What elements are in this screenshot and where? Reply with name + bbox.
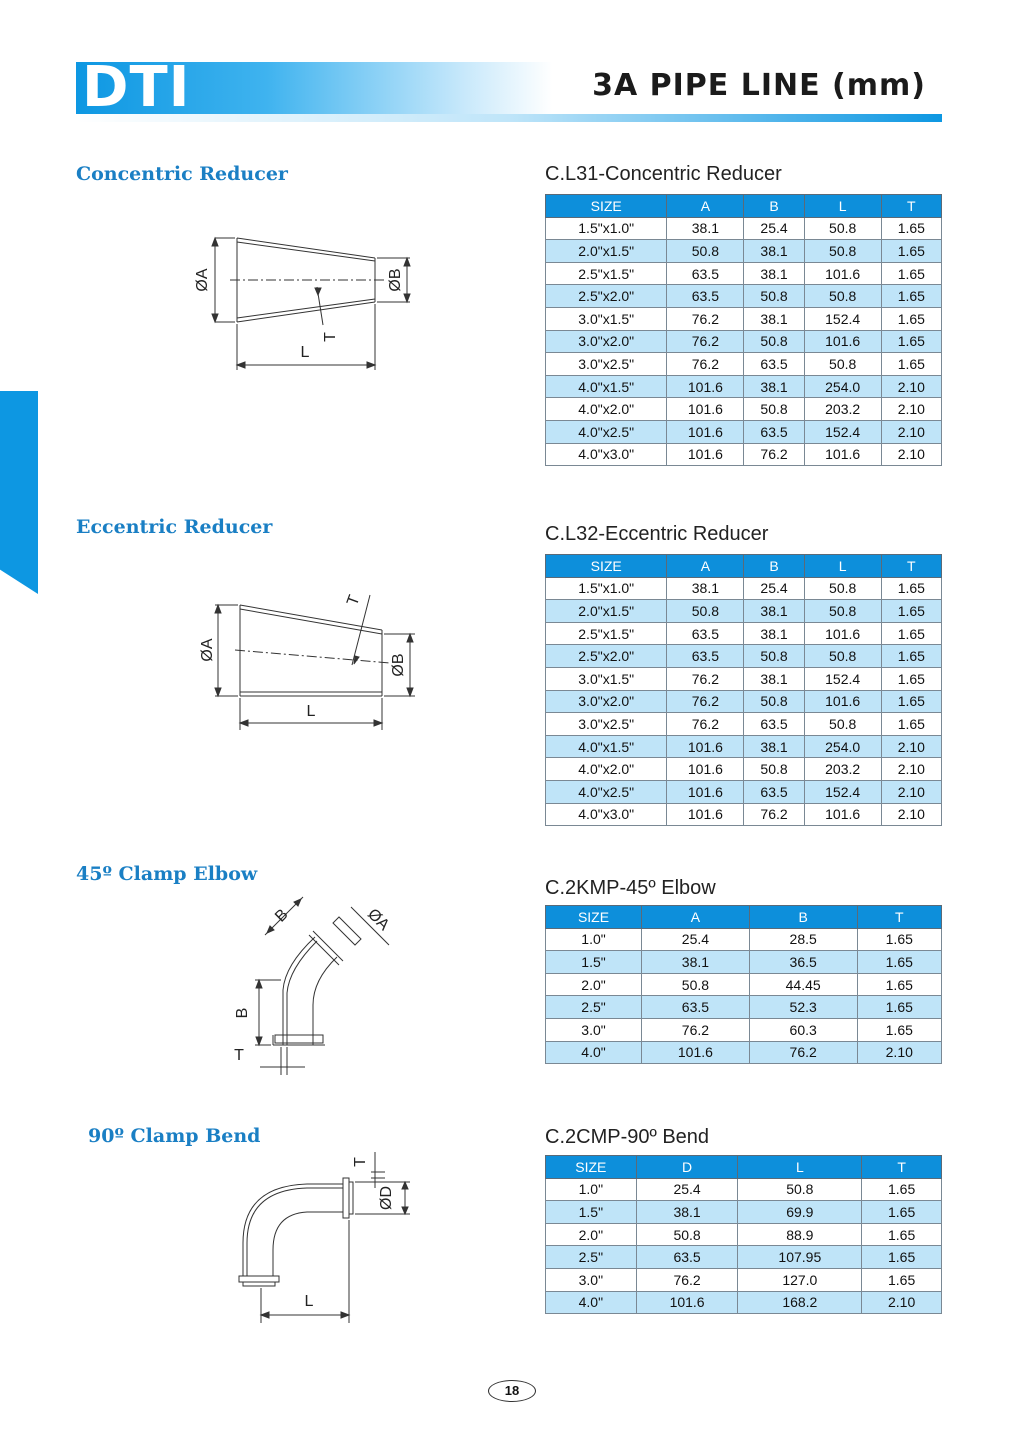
table-cell: 50.8 (642, 973, 750, 996)
table-cell: 88.9 (738, 1223, 862, 1246)
dim-label-d: ØD (378, 1186, 395, 1210)
column-header: SIZE (546, 195, 667, 218)
column-header: L (804, 555, 881, 578)
dim-label-l: L (300, 344, 310, 361)
table-cell: 1.65 (881, 330, 941, 353)
header-rule (76, 114, 942, 122)
table-row (546, 1018, 942, 1041)
table-cell: 4.0" (546, 1041, 642, 1064)
table-row (546, 420, 942, 443)
table-row (546, 690, 942, 713)
table-cell: 1.65 (862, 1178, 942, 1201)
table-caption-eccentric: C.L32-Eccentric Reducer (545, 523, 769, 545)
table-cell: 38.1 (636, 1201, 738, 1224)
table-row (546, 353, 942, 376)
dim-label-t: T (352, 1157, 369, 1167)
table-cell: 101.6 (804, 622, 881, 645)
table-cell: 63.5 (667, 645, 744, 668)
table-cell: 76.2 (667, 330, 744, 353)
table-cell: 76.2 (667, 307, 744, 330)
table-cell: 1.65 (857, 1018, 941, 1041)
table-cell: 63.5 (642, 996, 750, 1019)
table-row (546, 928, 942, 951)
table-cell: 76.2 (667, 713, 744, 736)
table-row (546, 996, 942, 1019)
table-cell: 3.0"x2.0" (546, 330, 667, 353)
table-row (546, 1291, 942, 1314)
table-cell: 50.8 (804, 353, 881, 376)
table-cell: 2.0"x1.5" (546, 600, 667, 623)
table-cell: 50.8 (744, 645, 804, 668)
table-row (546, 735, 942, 758)
dim-label-b: B (234, 1007, 251, 1019)
table-row (546, 1246, 942, 1269)
column-header: A (667, 195, 744, 218)
table-cell: 101.6 (667, 398, 744, 421)
table-cell: 4.0"x2.5" (546, 420, 667, 443)
table-cell: 63.5 (744, 420, 804, 443)
section-title-eccentric: Eccentric Reducer (76, 516, 273, 538)
table-cell: 2.10 (881, 443, 941, 466)
table-cell: 1.0" (546, 928, 642, 951)
table-cell: 101.6 (804, 443, 881, 466)
column-header: L (738, 1156, 862, 1179)
dim-label-b: ØB (390, 653, 407, 677)
table-cell: 76.2 (744, 803, 804, 826)
table-row (546, 622, 942, 645)
table-cell: 63.5 (667, 262, 744, 285)
table-cell: 50.8 (804, 577, 881, 600)
column-header: SIZE (546, 1156, 637, 1179)
table-cell: 4.0"x2.0" (546, 398, 667, 421)
table-cell: 63.5 (744, 353, 804, 376)
table-row (546, 758, 942, 781)
side-tab (0, 391, 38, 594)
table-row (546, 1268, 942, 1291)
table-row (546, 285, 942, 308)
table-cell: 2.10 (881, 420, 941, 443)
table-cell: 50.8 (804, 713, 881, 736)
table-cell: 101.6 (667, 443, 744, 466)
table-cell: 76.2 (667, 690, 744, 713)
table-cell: 2.10 (881, 758, 941, 781)
table-cell: 50.8 (744, 285, 804, 308)
table-row (546, 1223, 942, 1246)
table-cell: 1.65 (857, 973, 941, 996)
table-cell: 52.3 (749, 996, 857, 1019)
column-header: B (744, 195, 804, 218)
table-cell: 2.10 (881, 398, 941, 421)
table-cell: 101.6 (804, 690, 881, 713)
table-cell: 2.10 (881, 375, 941, 398)
table-cell: 4.0" (546, 1291, 637, 1314)
table-cell: 1.65 (857, 928, 941, 951)
table-cell: 3.0"x1.5" (546, 307, 667, 330)
table-cell: 63.5 (667, 622, 744, 645)
dim-label-a: ØA (363, 905, 393, 935)
table-cell: 38.1 (642, 951, 750, 974)
spec-table-eccentric (545, 554, 942, 826)
table-cell: 3.0"x2.5" (546, 353, 667, 376)
table-row (546, 803, 942, 826)
dim-label-a: ØA (199, 638, 216, 662)
column-header: T (862, 1156, 942, 1179)
table-cell: 25.4 (636, 1178, 738, 1201)
table-cell: 1.65 (862, 1268, 942, 1291)
table-cell: 50.8 (667, 240, 744, 263)
clamp-bend-90-drawing (225, 1148, 425, 1328)
table-cell: 50.8 (744, 758, 804, 781)
table-cell: 76.2 (667, 353, 744, 376)
table-cell: 3.0"x2.0" (546, 690, 667, 713)
table-cell: 101.6 (667, 735, 744, 758)
column-header: T (881, 195, 941, 218)
table-cell: 1.65 (857, 951, 941, 974)
table-cell: 101.6 (804, 262, 881, 285)
table-cell: 203.2 (804, 398, 881, 421)
table-cell: 101.6 (667, 420, 744, 443)
column-header: A (642, 906, 750, 929)
table-row (546, 951, 942, 974)
table-cell: 3.0"x1.5" (546, 667, 667, 690)
table-row (546, 217, 942, 240)
table-cell: 152.4 (804, 307, 881, 330)
table-cell: 50.8 (804, 600, 881, 623)
page-title: 3A PIPE LINE (mm) (592, 68, 926, 103)
table-cell: 1.65 (881, 713, 941, 736)
table-cell: 2.5"x2.0" (546, 645, 667, 668)
table-row (546, 1041, 942, 1064)
table-cell: 1.65 (881, 262, 941, 285)
table-cell: 50.8 (744, 398, 804, 421)
dim-label-b-upper: B (272, 906, 292, 926)
table-cell: 76.2 (744, 443, 804, 466)
table-cell: 1.65 (881, 622, 941, 645)
table-cell: 4.0"x3.0" (546, 443, 667, 466)
table-cell: 168.2 (738, 1291, 862, 1314)
table-cell: 44.45 (749, 973, 857, 996)
table-cell: 2.5" (546, 996, 642, 1019)
table-cell: 101.6 (636, 1291, 738, 1314)
table-cell: 3.0"x2.5" (546, 713, 667, 736)
table-cell: 2.10 (881, 735, 941, 758)
table-cell: 2.10 (881, 803, 941, 826)
table-caption-bend90: C.2CMP-90º Bend (545, 1126, 710, 1148)
table-cell: 1.5" (546, 951, 642, 974)
table-cell: 50.8 (804, 240, 881, 263)
table-cell: 101.6 (667, 758, 744, 781)
column-header: L (804, 195, 881, 218)
dim-label-t: T (234, 1047, 244, 1064)
table-cell: 1.65 (881, 645, 941, 668)
table-cell: 38.1 (667, 577, 744, 600)
table-cell: 4.0"x3.0" (546, 803, 667, 826)
table-cell: 25.4 (744, 577, 804, 600)
table-cell: 2.0"x1.5" (546, 240, 667, 263)
table-cell: 1.65 (881, 240, 941, 263)
table-row (546, 1178, 942, 1201)
table-cell: 152.4 (804, 420, 881, 443)
table-cell: 203.2 (804, 758, 881, 781)
table-row (546, 713, 942, 736)
table-cell: 1.65 (881, 307, 941, 330)
table-cell: 4.0"x1.5" (546, 375, 667, 398)
section-title-concentric: Concentric Reducer (76, 163, 288, 185)
table-cell: 38.1 (744, 307, 804, 330)
brand-logo: DTI (82, 55, 191, 120)
table-row (546, 600, 942, 623)
table-cell: 25.4 (744, 217, 804, 240)
table-cell: 2.5"x1.5" (546, 262, 667, 285)
table-cell: 152.4 (804, 780, 881, 803)
table-cell: 69.9 (738, 1201, 862, 1224)
table-cell: 127.0 (738, 1268, 862, 1291)
table-cell: 50.8 (804, 285, 881, 308)
table-row (546, 240, 942, 263)
table-cell: 36.5 (749, 951, 857, 974)
column-header: A (667, 555, 744, 578)
table-cell: 50.8 (636, 1223, 738, 1246)
table-cell: 28.5 (749, 928, 857, 951)
spec-table-concentric (545, 194, 942, 466)
column-header: SIZE (546, 555, 667, 578)
table-cell: 1.5" (546, 1201, 637, 1224)
table-cell: 254.0 (804, 375, 881, 398)
column-header: SIZE (546, 906, 642, 929)
section-title-bend90: 90º Clamp Bend (88, 1125, 261, 1147)
table-cell: 4.0"x1.5" (546, 735, 667, 758)
clamp-elbow-45-drawing (225, 895, 405, 1080)
table-cell: 2.5"x2.0" (546, 285, 667, 308)
table-cell: 1.65 (862, 1246, 942, 1269)
dim-label-l: L (304, 1293, 314, 1310)
dim-label-t: T (322, 332, 339, 342)
table-cell: 38.1 (744, 667, 804, 690)
table-cell: 3.0" (546, 1268, 637, 1291)
table-cell: 101.6 (642, 1041, 750, 1064)
dim-label-t: T (344, 592, 364, 608)
table-cell: 152.4 (804, 667, 881, 690)
table-cell: 1.65 (862, 1223, 942, 1246)
column-header: B (744, 555, 804, 578)
dim-label-b: ØB (387, 268, 404, 292)
table-cell: 60.3 (749, 1018, 857, 1041)
table-cell: 1.65 (881, 600, 941, 623)
table-cell: 101.6 (804, 330, 881, 353)
table-cell: 1.65 (881, 217, 941, 240)
table-cell: 254.0 (804, 735, 881, 758)
table-cell: 76.2 (667, 667, 744, 690)
table-row (546, 645, 942, 668)
table-row (546, 780, 942, 803)
table-cell: 101.6 (667, 803, 744, 826)
table-cell: 25.4 (642, 928, 750, 951)
table-cell: 4.0"x2.0" (546, 758, 667, 781)
table-cell: 1.65 (881, 353, 941, 376)
table-cell: 1.65 (881, 690, 941, 713)
table-row (546, 973, 942, 996)
table-row (546, 307, 942, 330)
column-header: D (636, 1156, 738, 1179)
table-cell: 1.5"x1.0" (546, 217, 667, 240)
table-row (546, 667, 942, 690)
table-cell: 1.5"x1.0" (546, 577, 667, 600)
table-cell: 50.8 (667, 600, 744, 623)
table-cell: 4.0"x2.5" (546, 780, 667, 803)
table-cell: 1.65 (881, 667, 941, 690)
table-cell: 2.10 (862, 1291, 942, 1314)
column-header: B (749, 906, 857, 929)
spec-table-bend90 (545, 1155, 942, 1314)
table-row (546, 443, 942, 466)
table-cell: 63.5 (636, 1246, 738, 1269)
table-cell: 2.0" (546, 1223, 637, 1246)
table-cell: 50.8 (744, 690, 804, 713)
table-cell: 2.10 (881, 780, 941, 803)
table-row (546, 330, 942, 353)
column-header: T (881, 555, 941, 578)
page-number: 18 (488, 1380, 536, 1402)
table-cell: 1.0" (546, 1178, 637, 1201)
spec-table-elbow45 (545, 905, 942, 1064)
table-cell: 38.1 (744, 600, 804, 623)
table-cell: 50.8 (804, 645, 881, 668)
table-cell: 38.1 (744, 240, 804, 263)
table-caption-elbow45: C.2KMP-45º Elbow (545, 877, 716, 899)
table-cell: 2.0" (546, 973, 642, 996)
table-cell: 63.5 (667, 285, 744, 308)
table-cell: 38.1 (744, 262, 804, 285)
dim-label-l: L (306, 703, 316, 720)
table-cell: 38.1 (667, 217, 744, 240)
table-row (546, 577, 942, 600)
table-cell: 63.5 (744, 713, 804, 736)
table-caption-concentric: C.L31-Concentric Reducer (545, 163, 782, 185)
table-cell: 2.5"x1.5" (546, 622, 667, 645)
table-cell: 50.8 (804, 217, 881, 240)
table-cell: 101.6 (804, 803, 881, 826)
table-row (546, 262, 942, 285)
table-cell: 50.8 (744, 330, 804, 353)
concentric-reducer-drawing (185, 225, 425, 375)
table-row (546, 398, 942, 421)
table-cell: 76.2 (642, 1018, 750, 1041)
table-cell: 101.6 (667, 375, 744, 398)
table-cell: 1.65 (881, 577, 941, 600)
table-cell: 1.65 (862, 1201, 942, 1224)
dim-label-a: ØA (194, 268, 211, 292)
table-cell: 38.1 (744, 375, 804, 398)
table-cell: 2.10 (857, 1041, 941, 1064)
table-cell: 50.8 (738, 1178, 862, 1201)
table-row (546, 375, 942, 398)
table-cell: 63.5 (744, 780, 804, 803)
table-cell: 38.1 (744, 622, 804, 645)
table-cell: 107.95 (738, 1246, 862, 1269)
table-cell: 76.2 (636, 1268, 738, 1291)
table-row (546, 1201, 942, 1224)
table-cell: 1.65 (857, 996, 941, 1019)
table-cell: 101.6 (667, 780, 744, 803)
table-cell: 76.2 (749, 1041, 857, 1064)
section-title-elbow45: 45º Clamp Elbow (76, 863, 258, 885)
column-header: T (857, 906, 941, 929)
table-cell: 38.1 (744, 735, 804, 758)
table-cell: 2.5" (546, 1246, 637, 1269)
table-cell: 3.0" (546, 1018, 642, 1041)
eccentric-reducer-drawing (190, 590, 440, 740)
table-cell: 1.65 (881, 285, 941, 308)
